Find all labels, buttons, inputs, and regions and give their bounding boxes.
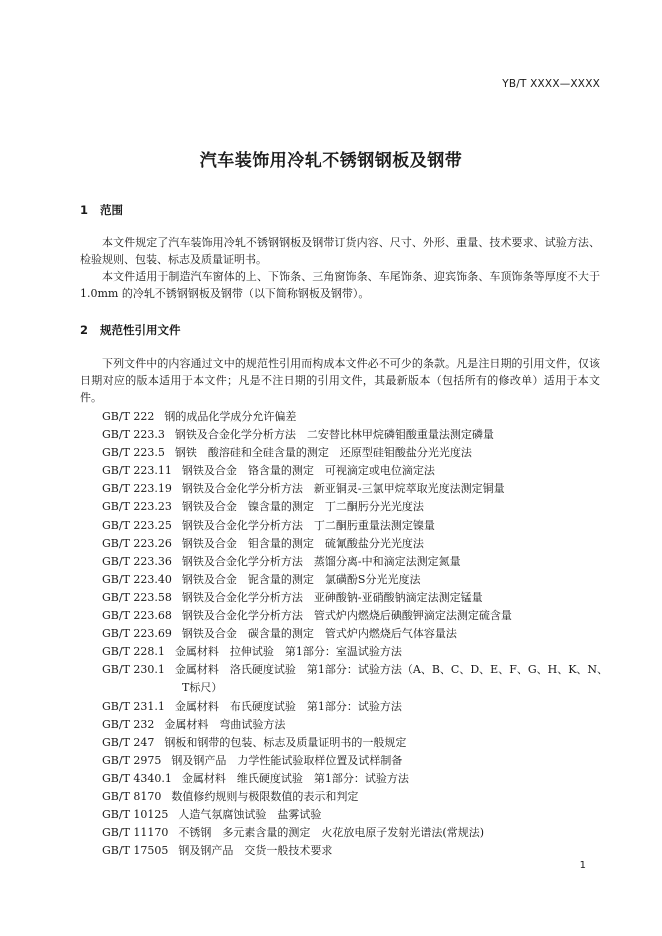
section-number: 1 (80, 203, 89, 217)
reference-code: GB/T 247 (102, 735, 155, 749)
reference-code: GB/T 228.1 (102, 645, 165, 659)
section-heading-normative-references (80, 322, 181, 338)
reference-item (102, 824, 602, 842)
reference-item (102, 553, 602, 571)
reference-code: GB/T 4340.1 (102, 771, 172, 785)
reference-item (102, 480, 602, 498)
section-number: 2 (80, 323, 89, 337)
document-number: YB/T XXXX—XXXX (502, 78, 600, 90)
reference-list (102, 408, 609, 860)
reference-item (102, 462, 602, 480)
reference-title: 钢及钢产品 力学性能试验取样位置及试样制备 (171, 753, 403, 767)
document-title: 汽车装饰用冷轧不锈钢钢板及钢带 (199, 151, 463, 171)
reference-item (102, 806, 602, 824)
reference-title: 钢铁及合金化学分析方法 亚砷酸钠-亚硝酸钠滴定法测定锰量 (181, 590, 483, 604)
reference-code: GB/T 223.36 (102, 554, 172, 568)
reference-item (102, 643, 602, 661)
reference-code: GB/T 223.40 (102, 572, 172, 586)
reference-title: 钢铁 酸溶硅和全硅含量的测定 还原型硅钼酸盐分光光度法 (174, 446, 472, 460)
reference-code: GB/T 223.68 (102, 609, 172, 623)
reference-item (102, 571, 602, 589)
reference-title: 金属材料 弯曲试验方法 (164, 717, 286, 731)
reference-item (102, 788, 602, 806)
reference-item (102, 625, 602, 643)
reference-code: GB/T 232 (102, 717, 155, 731)
reference-code: GB/T 2975 (102, 753, 162, 767)
reference-item (102, 716, 602, 734)
reference-title: 钢及钢产品 交货一般技术要求 (178, 844, 333, 858)
reference-title: 钢铁及合金 铬含量的测定 可视滴定或电位滴定法 (181, 464, 435, 478)
reference-item (102, 444, 602, 462)
reference-title: 钢铁及合金化学分析方法 管式炉内燃烧后碘酸钾滴定法测定硫含量 (181, 609, 512, 623)
references-intro-paragraph: 下列文件中的内容通过文中的规范性引用而构成本文件必不可少的条款。凡是注日期的引用文件，仅该日期对应的版本适用于本文件；凡是不注日期的引用文件，其最新版本（包括所有的修改单）适用于本文件。 (80, 357, 600, 404)
section-title: 范围 (100, 203, 123, 217)
reference-item (102, 535, 602, 553)
reference-item (102, 408, 602, 426)
reference-code: GB/T 223.19 (102, 482, 172, 496)
reference-code: GB/T 222 (102, 410, 155, 423)
scope-paragraph-1: 本文件规定了汽车装饰用冷轧不锈钢钢板及钢带订货内容、尺寸、外形、重量、技术要求、试验方法、检验规则、包装、标志及质量证明书。 (80, 236, 600, 266)
reference-title: 金属材料 拉伸试验 第1部分：室温试验方法 (174, 645, 402, 659)
reference-code: GB/T 223.11 (102, 464, 172, 478)
reference-title: 钢铁及合金 铌含量的测定 氯磺酚S分光光度法 (181, 572, 421, 586)
reference-item (102, 661, 609, 697)
reference-title: 钢铁及合金化学分析方法 蒸馏分离-中和滴定法测定氮量 (181, 554, 461, 568)
reference-title: 金属材料 布氏硬度试验 第1部分：试验方法 (174, 699, 402, 713)
reference-title: 不锈钢 多元素含量的测定 火花放电原子发射光谱法(常规法) (178, 826, 484, 840)
reference-title: 钢板和钢带的包装、标志及质量证明书的一般规定 (164, 735, 407, 749)
reference-code: GB/T 223.23 (102, 500, 172, 514)
reference-code: GB/T 230.1 (102, 663, 165, 677)
reference-item (102, 734, 602, 752)
reference-item (102, 752, 602, 770)
section-title: 规范性引用文件 (100, 323, 181, 337)
reference-title: 钢铁及合金 镍含量的测定 丁二酮肟分光光度法 (181, 500, 424, 514)
reference-title: 人造气氛腐蚀试验 盐雾试验 (178, 808, 322, 822)
reference-code: GB/T 223.26 (102, 536, 172, 550)
reference-code: GB/T 223.5 (102, 446, 165, 460)
reference-title: 钢铁及合金化学分析方法 新亚铜灵-三氯甲烷萃取光度法测定铜量 (181, 482, 505, 496)
reference-title: 金属材料 洛氏硬度试验 第1部分：试验方法（A、B、C、D、E、F、G、H、K、N、 (174, 663, 609, 677)
reference-code: GB/T 223.3 (102, 428, 165, 442)
reference-item (102, 770, 602, 788)
reference-code: GB/T 223.25 (102, 518, 172, 532)
reference-item (102, 498, 602, 516)
reference-code: GB/T 223.58 (102, 590, 172, 604)
reference-code: GB/T 223.69 (102, 627, 172, 641)
reference-title: 金属材料 维氏硬度试验 第1部分：试验方法 (181, 771, 409, 785)
section-heading-scope (80, 202, 123, 218)
reference-item (102, 842, 602, 860)
reference-title: 数值修约规则与极限数值的表示和判定 (171, 789, 359, 803)
reference-title: 钢铁及合金 碳含量的测定 管式炉内燃烧后气体容量法 (181, 627, 457, 641)
reference-title: 钢铁及合金化学分析方法 丁二酮肟重量法测定镍量 (181, 518, 435, 532)
scope-paragraph-2: 本文件适用于制造汽车窗体的上、下饰条、三角窗饰条、车尾饰条、迎宾饰条、车顶饰条等厚度不大于 1.0mm 的冷轧不锈钢钢板及钢带（以下简称钢板及钢带）。 (80, 270, 600, 300)
reference-code: GB/T 231.1 (102, 699, 165, 713)
page-number: 1 (579, 860, 586, 871)
reference-code: GB/T 17505 (102, 844, 169, 858)
reference-code: GB/T 11170 (102, 826, 169, 840)
reference-item (102, 426, 602, 444)
reference-title: 钢铁及合金化学分析方法 二安替比林甲烷磷钼酸重量法测定磷量 (174, 428, 494, 442)
reference-title: 钢的成品化学成分允许偏差 (164, 410, 297, 423)
reference-code: GB/T 10125 (102, 808, 169, 822)
reference-item (102, 607, 602, 625)
reference-title-continuation: T标尺） (182, 681, 223, 695)
reference-item (102, 698, 602, 716)
reference-item (102, 517, 602, 535)
reference-code: GB/T 8170 (102, 789, 162, 803)
reference-item (102, 589, 602, 607)
reference-title: 钢铁及合金 钼含量的测定 硫氰酸盐分光光度法 (181, 536, 424, 550)
